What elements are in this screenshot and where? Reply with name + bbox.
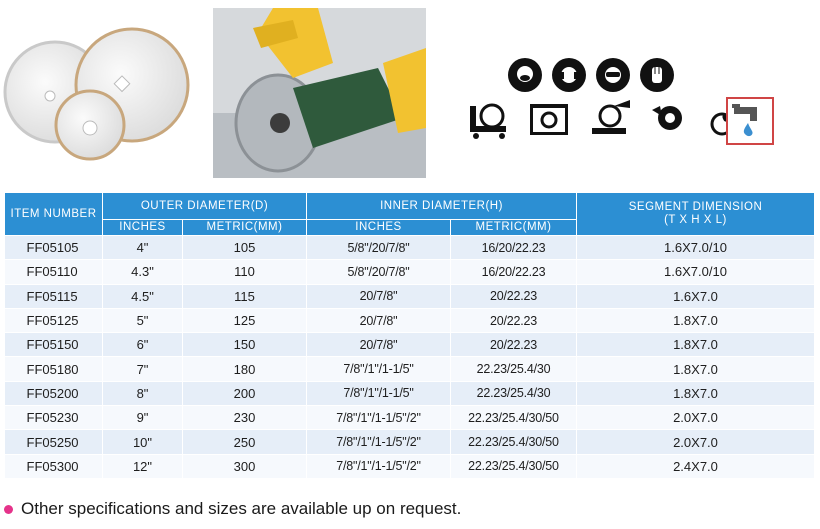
header-id-inches: INCHES	[307, 220, 451, 236]
cell-id-inches: 7/8"/1"/1-1/5"/2"	[307, 430, 451, 454]
cell-od-metric: 230	[183, 406, 307, 430]
cell-id-metric: 20/22.23	[451, 284, 577, 308]
cell-id-inches: 7/8"/1"/1-1/5"/2"	[307, 406, 451, 430]
cell-od-metric: 105	[183, 236, 307, 260]
cell-od-metric: 150	[183, 333, 307, 357]
cell-segment-dimension: 2.4X7.0	[577, 454, 815, 478]
cell-od-inches: 7"	[103, 357, 183, 381]
header-od-metric: METRIC(MM)	[183, 220, 307, 236]
cell-id-inches: 5/8"/20/7/8"	[307, 260, 451, 284]
bullet-icon	[4, 505, 13, 514]
cell-item-number: FF05250	[5, 430, 103, 454]
table-row	[5, 308, 815, 332]
cell-id-inches: 20/7/8"	[307, 333, 451, 357]
cutting-machine-icon	[586, 96, 632, 140]
cell-segment-dimension: 1.6X7.0/10	[577, 260, 815, 284]
cell-od-inches: 10"	[103, 430, 183, 454]
cell-id-metric: 16/20/22.23	[451, 236, 577, 260]
table-row	[5, 430, 815, 454]
cell-od-inches: 6"	[103, 333, 183, 357]
cell-id-inches: 7/8"/1"/1-1/5"	[307, 381, 451, 405]
water-tap-icon	[726, 97, 774, 145]
cell-od-metric: 300	[183, 454, 307, 478]
cell-id-metric: 20/22.23	[451, 333, 577, 357]
table-body	[5, 236, 815, 479]
cell-od-inches: 9"	[103, 406, 183, 430]
segment-dimension-sublabel: (T X H X L)	[664, 214, 727, 226]
cell-item-number: FF05300	[5, 454, 103, 478]
header-segment-dimension	[577, 193, 815, 236]
cell-id-inches: 7/8"/1"/1-1/5"/2"	[307, 454, 451, 478]
cell-item-number: FF05125	[5, 308, 103, 332]
cell-item-number: FF05180	[5, 357, 103, 381]
cell-id-inches: 5/8"/20/7/8"	[307, 236, 451, 260]
cell-od-inches: 4.3"	[103, 260, 183, 284]
table-row	[5, 236, 815, 260]
table-saw-icon	[526, 96, 572, 140]
cell-od-metric: 115	[183, 284, 307, 308]
header-inner-diameter: INNER DIAMETER(H)	[307, 193, 577, 220]
gloves-icon	[640, 58, 674, 92]
cell-item-number: FF05230	[5, 406, 103, 430]
cell-od-inches: 5"	[103, 308, 183, 332]
table-row	[5, 284, 815, 308]
header-outer-diameter: OUTER DIAMETER(D)	[103, 193, 307, 220]
cell-id-metric: 22.23/25.4/30/50	[451, 454, 577, 478]
cell-id-metric: 16/20/22.23	[451, 260, 577, 284]
cell-segment-dimension: 1.8X7.0	[577, 381, 815, 405]
cell-od-inches: 8"	[103, 381, 183, 405]
wet-saw-icon	[466, 96, 512, 140]
table-row	[5, 381, 815, 405]
header-item-number: ITEM NUMBER	[5, 193, 103, 236]
dust-mask-icon	[508, 58, 542, 92]
cell-id-metric: 22.23/25.4/30	[451, 381, 577, 405]
cell-id-metric: 22.23/25.4/30/50	[451, 430, 577, 454]
specification-table	[4, 192, 815, 479]
cell-od-inches: 4.5"	[103, 284, 183, 308]
angle-grinder-photo	[213, 8, 426, 178]
cell-id-inches: 20/7/8"	[307, 308, 451, 332]
cell-od-metric: 200	[183, 381, 307, 405]
cell-item-number: FF05110	[5, 260, 103, 284]
ear-protection-icon	[552, 58, 586, 92]
cell-id-metric: 20/22.23	[451, 308, 577, 332]
cell-id-inches: 7/8"/1"/1-1/5"	[307, 357, 451, 381]
application-icons	[466, 96, 752, 140]
table-row	[5, 260, 815, 284]
header-id-metric: METRIC(MM)	[451, 220, 577, 236]
cell-id-metric: 22.23/25.4/30/50	[451, 406, 577, 430]
diamond-blades-photo	[0, 0, 200, 185]
cell-segment-dimension: 2.0X7.0	[577, 406, 815, 430]
cell-id-metric: 22.23/25.4/30	[451, 357, 577, 381]
cell-segment-dimension: 2.0X7.0	[577, 430, 815, 454]
cell-od-metric: 125	[183, 308, 307, 332]
cell-segment-dimension: 1.8X7.0	[577, 333, 815, 357]
cell-id-inches: 20/7/8"	[307, 284, 451, 308]
cell-item-number: FF05115	[5, 284, 103, 308]
note-text: Other specifications and sizes are available up on request.	[21, 499, 462, 518]
table-row	[5, 333, 815, 357]
header-od-inches: INCHES	[103, 220, 183, 236]
chainsaw-icon	[646, 96, 692, 140]
cell-segment-dimension: 1.6X7.0	[577, 284, 815, 308]
cell-segment-dimension: 1.8X7.0	[577, 357, 815, 381]
availability-note	[4, 499, 461, 519]
segment-dimension-label: SEGMENT DIMENSION	[628, 201, 763, 213]
table-row	[5, 357, 815, 381]
table-row	[5, 406, 815, 430]
cell-item-number: FF05150	[5, 333, 103, 357]
cell-segment-dimension: 1.6X7.0/10	[577, 236, 815, 260]
cell-item-number: FF05200	[5, 381, 103, 405]
ppe-icons	[508, 58, 674, 92]
cell-segment-dimension: 1.8X7.0	[577, 308, 815, 332]
cell-od-metric: 110	[183, 260, 307, 284]
cell-od-metric: 250	[183, 430, 307, 454]
cell-od-inches: 12"	[103, 454, 183, 478]
eye-protection-icon	[596, 58, 630, 92]
table-row	[5, 454, 815, 478]
cell-od-inches: 4"	[103, 236, 183, 260]
cell-od-metric: 180	[183, 357, 307, 381]
cell-item-number: FF05105	[5, 236, 103, 260]
